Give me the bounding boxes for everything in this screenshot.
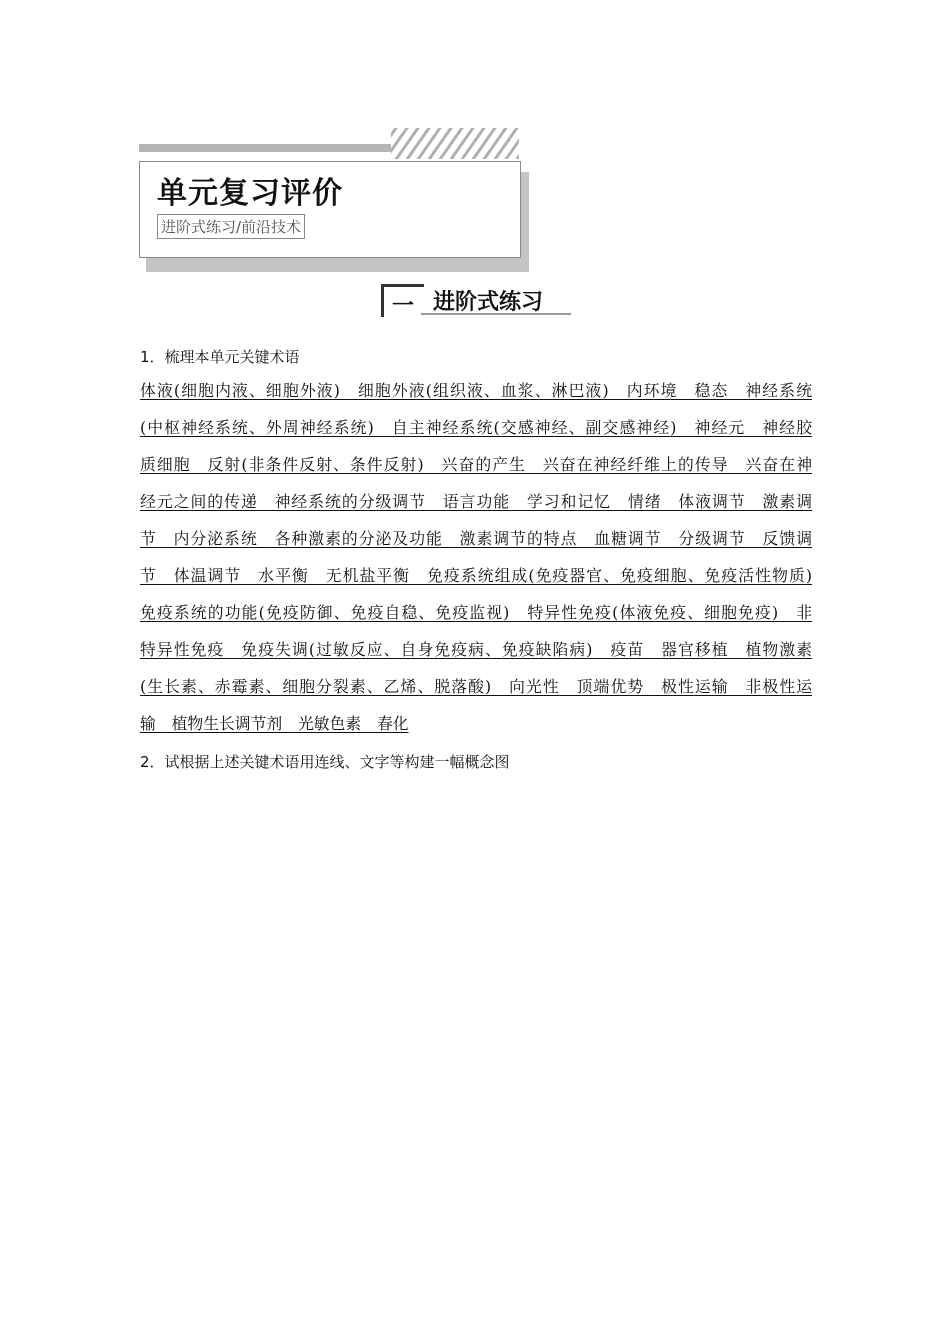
key-terms-line: 节 体温调节 水平衡 无机盐平衡 免疫系统组成(免疫器官、免疫细胞、免疫活性物质): [140, 566, 812, 585]
banner-title: 单元复习评价: [157, 176, 343, 211]
section-number-frame: [381, 284, 424, 317]
section-underline: [421, 313, 571, 315]
section-heading: [381, 284, 573, 318]
key-terms-line: (生长素、赤霉素、细胞分裂素、乙烯、脱落酸) 向光性 顶端优势 极性运输 非极性运: [140, 677, 812, 696]
key-terms-line: 免疫系统的功能(免疫防御、免疫自稳、免疫监视) 特异性免疫(体液免疫、细胞免疫) 非: [140, 603, 812, 622]
question-1-label: 1．梳理本单元关键术语: [140, 348, 300, 366]
key-terms-line: 节 内分泌系统 各种激素的分泌及功能 激素调节的特点 血糖调节 分级调节 反馈调: [140, 529, 812, 548]
key-terms-block: [140, 376, 812, 746]
banner-card: [139, 161, 521, 258]
key-terms-line: (中枢神经系统、外周神经系统) 自主神经系统(交感神经、副交感神经) 神经元 神经胶: [140, 418, 812, 437]
key-terms-line: 特异性免疫 免疫失调(过敏反应、自身免疫病、免疫缺陷病) 疫苗 器官移植 植物激素: [140, 640, 812, 659]
key-terms-line: 经元之间的传递 神经系统的分级调节 语言功能 学习和记忆 情绪 体液调节 激素调: [140, 492, 812, 511]
section-number: 一: [392, 294, 415, 319]
banner-subtitle: 进阶式练习/前沿技术: [157, 214, 305, 239]
question-2-label: 2．试根据上述关键术语用连线、文字等构建一幅概念图: [140, 753, 510, 771]
key-terms-line: 质细胞 反射(非条件反射、条件反射) 兴奋的产生 兴奋在神经纤维上的传导 兴奋在神: [140, 455, 812, 474]
section-title: 进阶式练习: [433, 290, 544, 315]
banner-hatch-decoration: [391, 128, 519, 159]
unit-review-banner: [139, 128, 531, 273]
banner-top-bar: [139, 144, 391, 152]
key-terms-line: 体液(细胞内液、细胞外液) 细胞外液(组织液、血浆、淋巴液) 内环境 稳态 神经系统: [140, 381, 812, 400]
key-terms-line: 输 植物生长调节剂 光敏色素 春化: [140, 714, 409, 733]
